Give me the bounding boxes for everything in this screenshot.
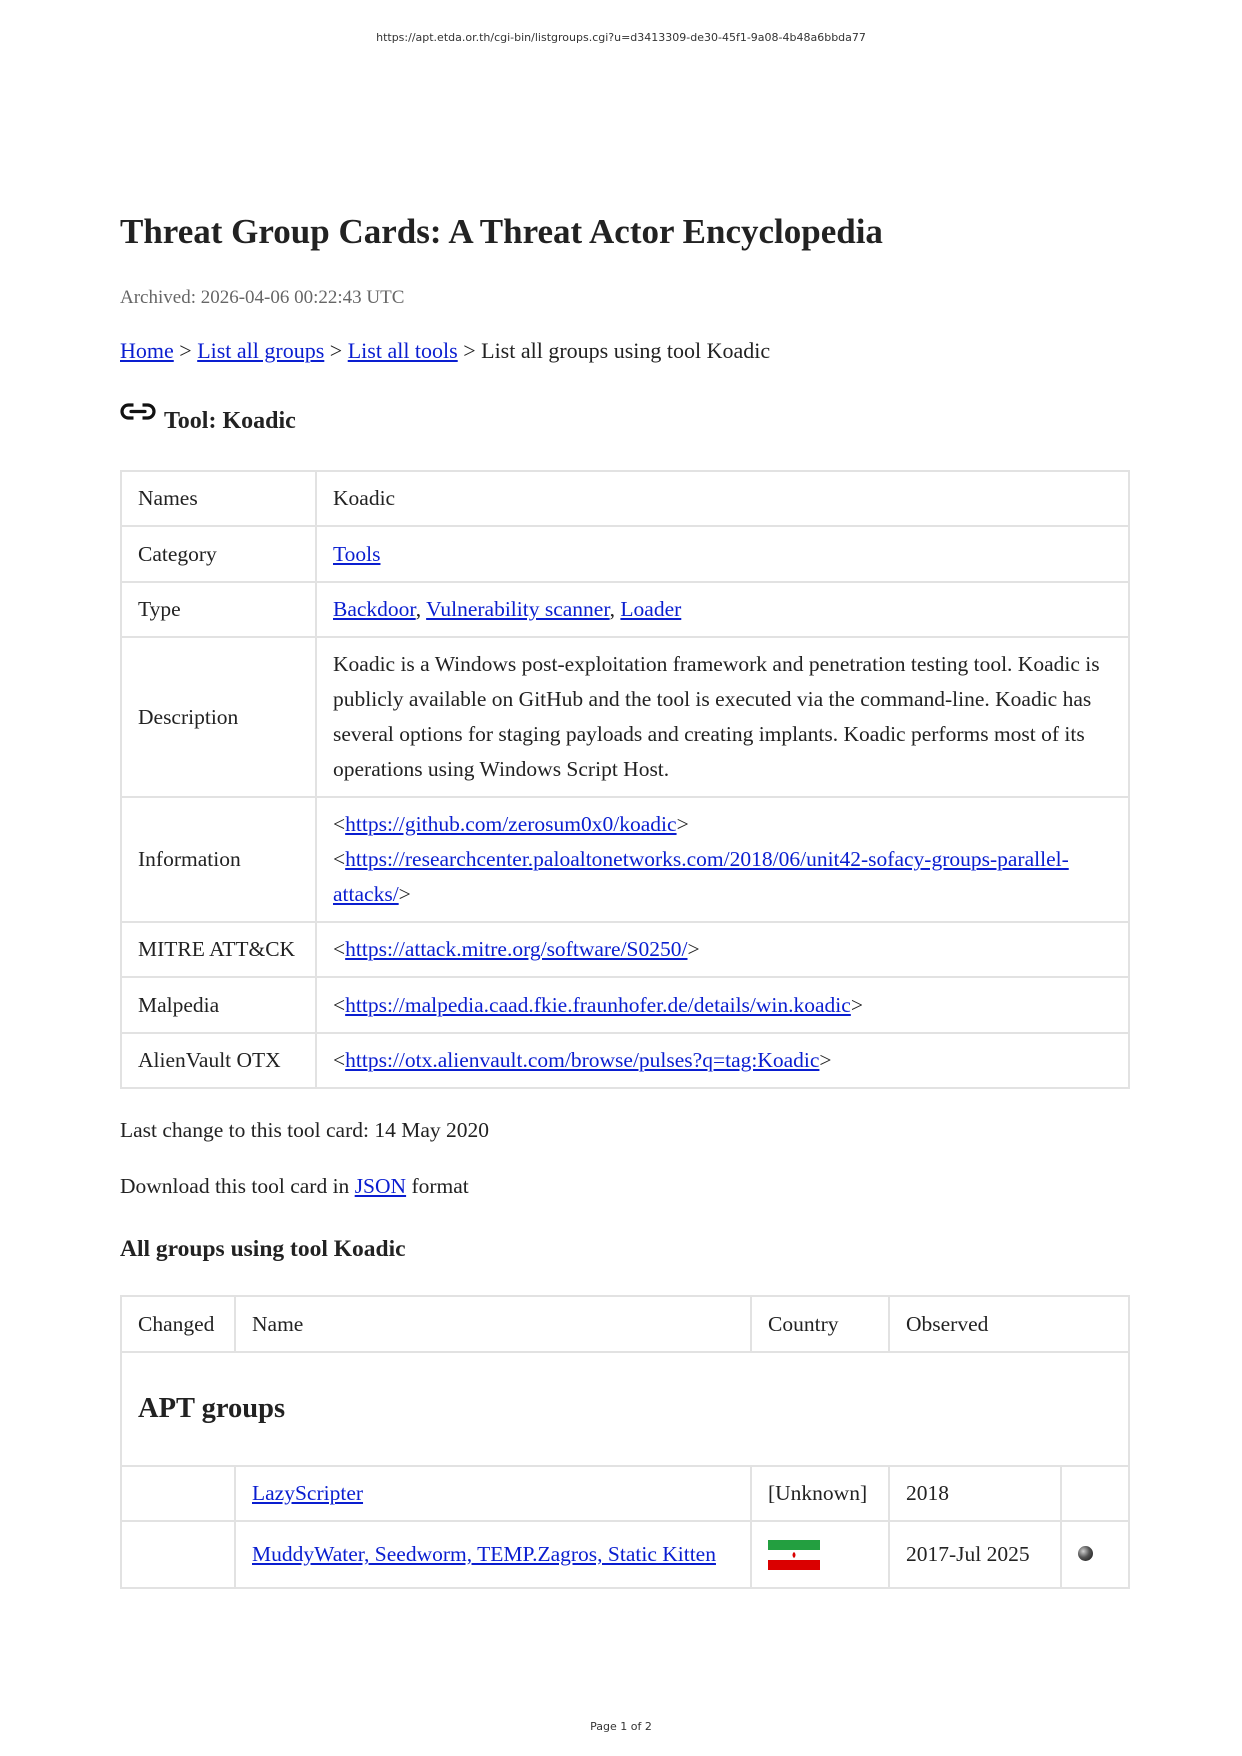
breadcrumb-current: > List all groups using tool Koadic (457, 338, 771, 363)
info-value: <https://github.com/zerosum0x0/koadic> <https://researchcenter.paloaltonetworks.com/2018/06/unit42-sofacy-groups-parallel-attacks/> (316, 797, 1129, 922)
apt-section-title: APT groups (121, 1352, 1129, 1466)
marker-cell (1061, 1521, 1129, 1588)
breadcrumb-separator: > (173, 338, 198, 363)
table-row (121, 1466, 1129, 1521)
page-footer: Page 1 of 2 (590, 1720, 652, 1733)
group-link-muddywater[interactable]: MuddyWater, Seedworm, TEMP.Zagros, Static Kitten (252, 1542, 716, 1566)
observed-cell: 2018 (889, 1466, 1061, 1521)
category-tools-link[interactable]: Tools (333, 541, 381, 566)
breadcrumb-home-link[interactable]: Home (120, 338, 174, 363)
groups-table (120, 1295, 1130, 1589)
download-line: Download this tool card in JSON format (120, 1174, 469, 1198)
changed-cell (121, 1521, 235, 1588)
tool-info-table (120, 470, 1130, 1089)
groups-heading: All groups using tool Koadic (120, 1236, 406, 1262)
mitre-link[interactable]: https://attack.mitre.org/software/S0250/ (345, 937, 688, 961)
info-row-names (121, 471, 1129, 526)
page-url: https://apt.etda.or.th/cgi-bin/listgroups.cgi?u=d3413309-de30-45f1-9a08-4b48a6bbda77 (376, 31, 866, 44)
group-link-lazyscripter[interactable]: LazyScripter (252, 1481, 364, 1505)
column-header: Observed (889, 1296, 1129, 1352)
page-title: Threat Group Cards: A Threat Actor Encyclopedia (120, 212, 883, 251)
breadcrumb-groups-link[interactable]: List all groups (197, 338, 325, 363)
info-row-mitre (121, 922, 1129, 977)
malpedia-link[interactable]: https://malpedia.caad.fkie.fraunhofer.de/details/win.koadic (345, 992, 851, 1017)
column-header: Name (235, 1296, 751, 1352)
type-vulnerability-scanner-link[interactable]: Vulnerability scanner (426, 597, 610, 621)
info-row-malpedia (121, 977, 1129, 1033)
info-value: <https://attack.mitre.org/software/S0250/> (316, 922, 1129, 977)
info-row-description (121, 637, 1129, 797)
observed-cell: 2017-Jul 2025 (889, 1521, 1061, 1588)
breadcrumb (120, 338, 770, 364)
info-label: Names (121, 471, 316, 526)
info-value (316, 526, 1129, 582)
country-cell: [Unknown] (751, 1466, 889, 1521)
info-value: Koadic (316, 471, 1129, 526)
info-paloalto-link[interactable]: https://researchcenter.paloaltonetworks.com/2018/06/unit42-sofacy-groups-parallel-attacks/ (333, 847, 1069, 906)
tool-heading-text: Tool: Koadic (164, 408, 296, 434)
info-label: Description (121, 637, 316, 797)
column-header: Changed (121, 1296, 235, 1352)
info-row-category (121, 526, 1129, 582)
table-row (121, 1521, 1129, 1588)
info-value: <https://otx.alienvault.com/browse/pulses?q=tag:Koadic> (316, 1033, 1129, 1088)
otx-link[interactable]: https://otx.alienvault.com/browse/pulses?q=tag:Koadic (345, 1048, 820, 1072)
changed-cell (121, 1466, 235, 1521)
info-row-type (121, 582, 1129, 637)
activity-dot-icon (1078, 1546, 1093, 1561)
type-loader-link[interactable]: Loader (620, 597, 682, 621)
info-value: Backdoor, Vulnerability scanner, Loader (316, 582, 1129, 637)
breadcrumb-separator: > (324, 338, 348, 363)
column-header: Country (751, 1296, 889, 1352)
info-github-link[interactable]: https://github.com/zerosum0x0/koadic (345, 812, 677, 836)
info-row-otx (121, 1033, 1129, 1088)
info-value: <https://malpedia.caad.fkie.fraunhofer.de/details/win.koadic> (316, 977, 1129, 1033)
description-text: Koadic is a Windows post-exploitation framework and penetration testing tool. Koadic is publicly available on GitHub and the tool is executed via the command-line. Koadic has several options for staging payloads and creating implants. Koadic performs most of its operations using Windows Script Host. (316, 637, 1129, 797)
tool-heading (120, 408, 296, 435)
info-label: AlienVault OTX (121, 1033, 316, 1088)
info-label: MITRE ATT&CK (121, 922, 316, 977)
name-cell (235, 1521, 751, 1588)
info-label: Malpedia (121, 977, 316, 1033)
info-row-information (121, 797, 1129, 922)
iran-flag-icon (768, 1540, 820, 1570)
name-cell (235, 1466, 751, 1521)
json-download-link[interactable]: JSON (354, 1174, 407, 1198)
marker-cell (1061, 1466, 1129, 1521)
breadcrumb-tools-link[interactable]: List all tools (347, 338, 458, 363)
link-icon (120, 401, 156, 423)
type-backdoor-link[interactable]: Backdoor (333, 597, 416, 621)
country-cell (751, 1521, 889, 1588)
groups-header-row (121, 1296, 1129, 1352)
info-label: Information (121, 797, 316, 922)
info-label: Category (121, 526, 316, 582)
last-change-text: Last change to this tool card: 14 May 2020 (120, 1118, 490, 1142)
archived-timestamp: Archived: 2026-04-06 00:22:43 UTC (120, 287, 405, 308)
info-label: Type (121, 582, 316, 637)
section-row (121, 1352, 1129, 1466)
